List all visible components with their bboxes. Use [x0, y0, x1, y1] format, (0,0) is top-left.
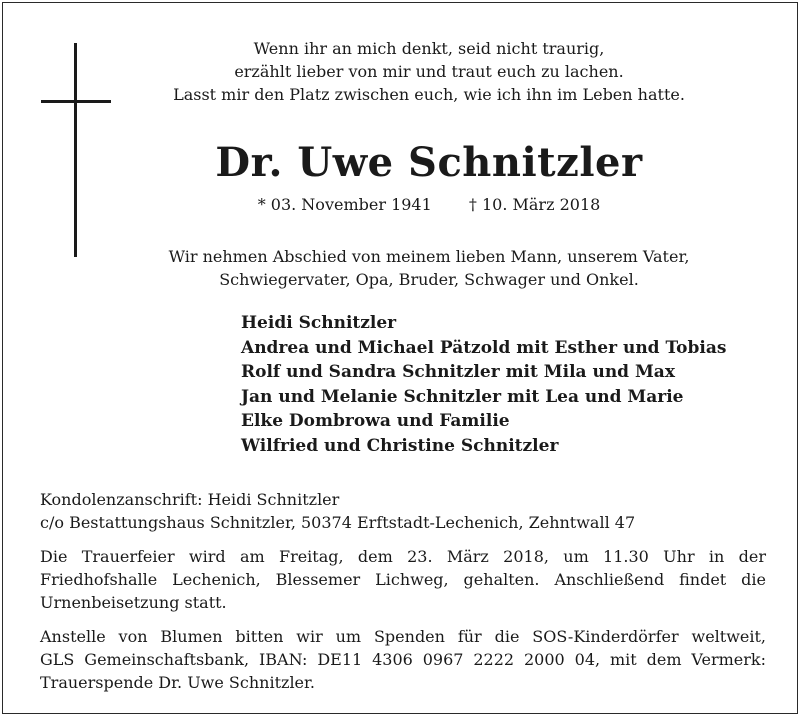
condolence-line: Kondolenzanschrift: Heidi Schnitzler [40, 490, 340, 509]
ceremony-line: Urnenbeisetzung statt. [40, 593, 227, 612]
obituary-notice [2, 2, 798, 714]
family-member: Elke Dombrowa und Familie [241, 411, 510, 431]
poem-line: Lasst mir den Platz zwischen euch, wie ich ihn im Leben hatte. [173, 85, 685, 104]
poem-line: erzählt lieber von mir und traut euch zu lachen. [234, 62, 624, 81]
family-member: Rolf und Sandra Schnitzler mit Mila und Max [241, 362, 675, 382]
cross-icon-horizontal-bar [41, 100, 111, 103]
farewell-line: Wir nehmen Abschied von meinem lieben Mann, unserem Vater, [168, 247, 690, 266]
ceremony-line: Friedhofshalle Lechenich, Blessemer Lichweg, gehalten. Anschließend findet die [40, 570, 766, 589]
life-dates [133, 194, 725, 216]
family-member: Jan und Melanie Schnitzler mit Lea und Marie [241, 386, 684, 407]
death-date: † 10. März 2018 [468, 195, 601, 214]
family-member: Heidi Schnitzler [241, 313, 397, 333]
farewell-text [133, 245, 725, 291]
condolence-line: c/o Bestattungshaus Schnitzler, 50374 Erftstadt-Lechenich, Zehntwall 47 [40, 513, 636, 532]
family-member: Wilfried und Christine Schnitzler [241, 435, 559, 456]
family-member: Andrea und Michael Pätzold mit Esther und Tobias [241, 337, 727, 358]
donation-line: Anstelle von Blumen bitten wir um Spenden für die SOS-Kinderdörfer weltweit, [40, 627, 766, 646]
birth-date: * 03. November 1941 [257, 195, 432, 214]
farewell-line: Schwiegervater, Opa, Bruder, Schwager und Onkel. [219, 270, 639, 289]
donation-line: Trauerspende Dr. Uwe Schnitzler. [40, 673, 315, 692]
donation-info [40, 625, 766, 694]
condolence-address [40, 488, 766, 534]
poem-line: Wenn ihr an mich denkt, seid nicht traurig, [253, 39, 605, 58]
family-list [241, 311, 781, 458]
ceremony-info [40, 545, 766, 614]
ceremony-line: Die Trauerfeier wird am Freitag, dem 23. März 2018, um 11.30 Uhr in der [40, 547, 766, 566]
donation-line: GLS Gemeinschaftsbank, IBAN: DE11 4306 0967 2222 2000 04, mit dem Vermerk: [40, 650, 766, 669]
poem [153, 37, 705, 106]
cross-icon-vertical-bar [74, 43, 77, 257]
deceased-name: Dr. Uwe Schnitzler [215, 139, 643, 186]
